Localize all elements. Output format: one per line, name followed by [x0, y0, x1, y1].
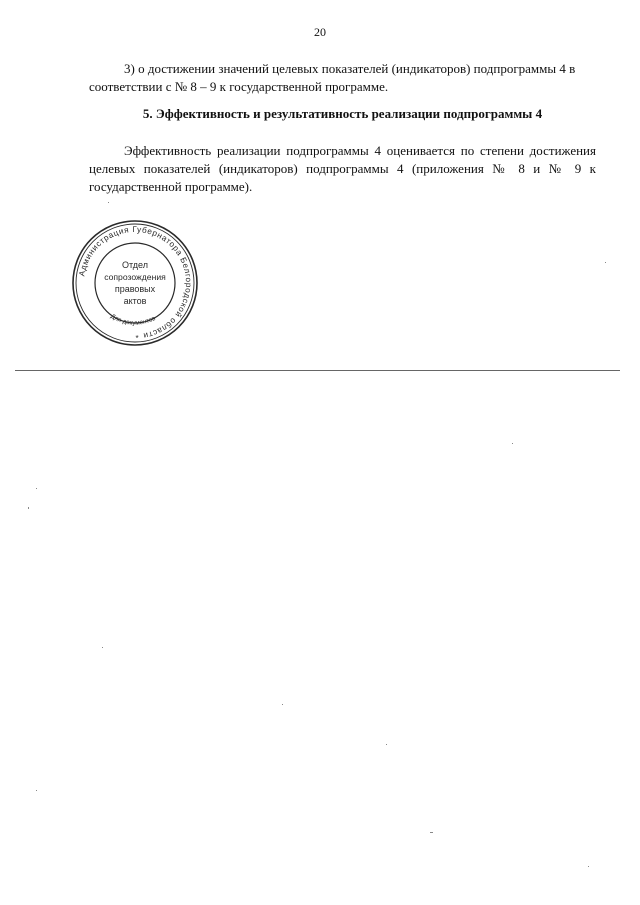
stamp-outer-text: Администрация Губернатора Белгородской области [77, 224, 194, 341]
paragraph-effectiveness: Эффективность реализации подпрограммы 4 оценивается по степени достижения целевых показателей (индикаторов) подпрограммы 4 (приложения № 8 и № 9 к государственной программе). [89, 143, 596, 194]
official-stamp [70, 218, 200, 348]
stamp-star: * [135, 334, 139, 343]
scan-speck [605, 262, 606, 263]
scan-speck [102, 647, 103, 648]
paragraph-indicators: 3) о достижении значений целевых показателей (индикаторов) подпрограммы 4 в соответствии с № 8 – 9 к государственной программе. [89, 61, 576, 94]
stamp-inner-text: Для документов [109, 312, 157, 327]
stamp-center-line-3: правовых [114, 284, 156, 294]
scan-speck [28, 507, 29, 509]
scan-speck [386, 744, 387, 745]
scan-speck [588, 866, 589, 867]
scan-speck [512, 443, 513, 444]
page-number: 20 [314, 25, 326, 39]
horizontal-rule [15, 370, 620, 371]
stamp-center-line-1: Отдел [121, 260, 149, 270]
scan-speck [36, 790, 37, 791]
scan-speck [108, 202, 109, 203]
stamp-center-line-4: актов [123, 296, 147, 306]
scan-speck [430, 832, 433, 833]
scan-speck [36, 488, 37, 489]
stamp-center-line-2: сопрозождения [104, 272, 166, 282]
section-heading: 5. Эффективность и результативность реализации подпрограммы 4 [142, 106, 543, 121]
scan-speck [282, 704, 283, 705]
